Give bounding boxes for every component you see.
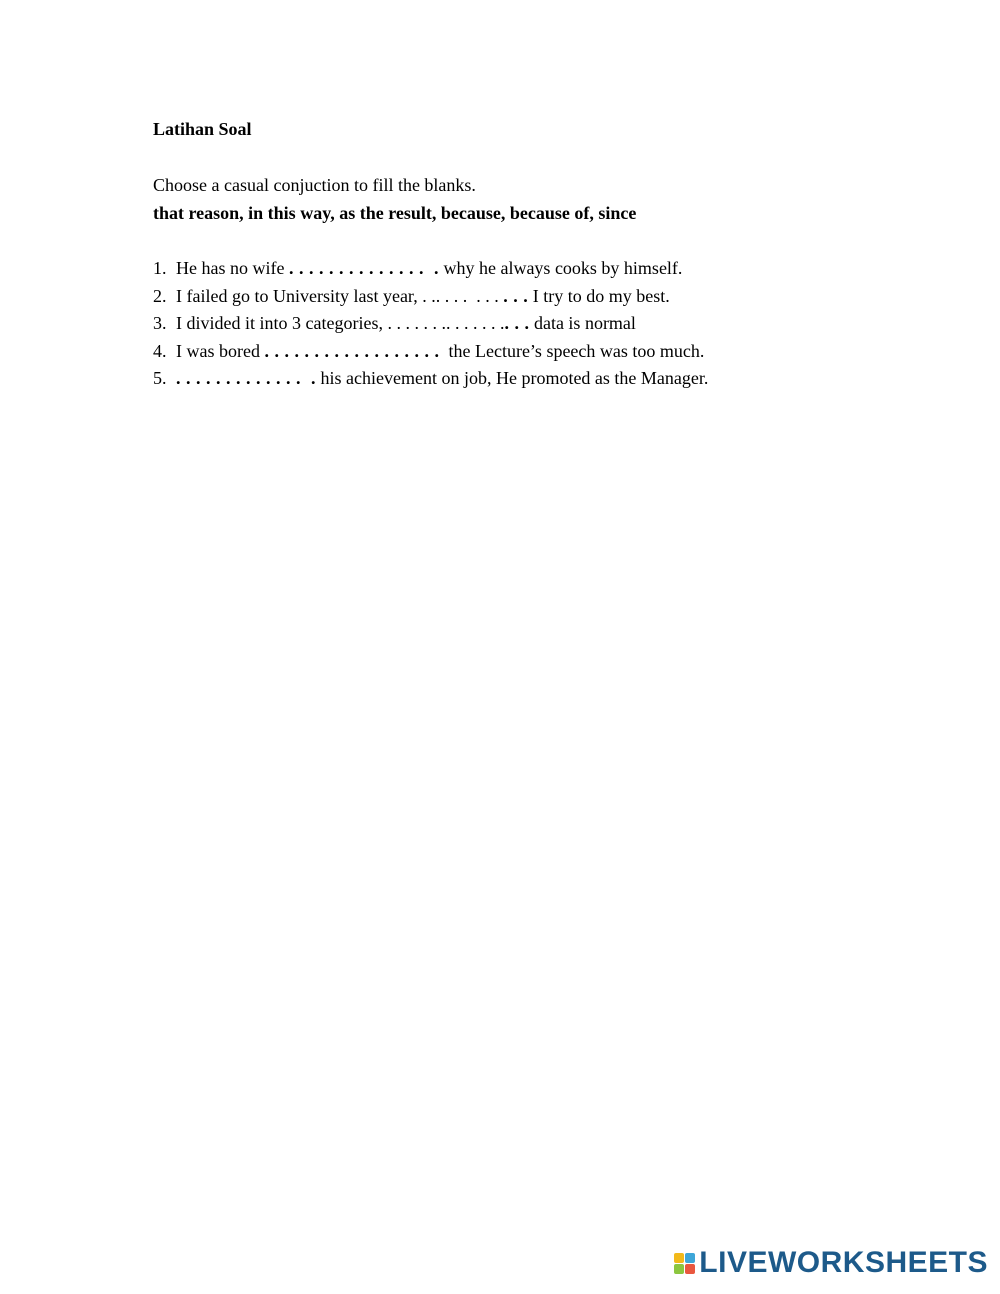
liveworksheets-logo-icon	[674, 1253, 695, 1274]
liveworksheets-logo	[674, 1246, 988, 1280]
question-item	[153, 255, 953, 283]
question-number: 1.	[153, 258, 167, 278]
question-list	[153, 255, 953, 393]
question-item	[153, 338, 953, 366]
question-number: 4.	[153, 340, 167, 361]
question-number: 3.	[153, 313, 167, 333]
logo-square	[685, 1264, 695, 1274]
question-item	[153, 310, 953, 338]
question-text-after: I try to do my best.	[528, 285, 670, 306]
answer-blank[interactable]: . . . . . . . . . . . . . . .	[288, 258, 439, 278]
question-number: 5.	[153, 368, 167, 388]
answer-blank[interactable]: . . .	[504, 313, 530, 333]
worksheet-title: Latihan Soal	[153, 119, 252, 139]
question-text-after: his achievement on job, He promoted as the Manager.	[316, 368, 709, 388]
answer-blank[interactable]: . . . . . . . . . . . . . . . . . .	[264, 340, 440, 361]
question-item	[153, 365, 953, 393]
question-text-after: the Lecture’s speech was too much.	[439, 340, 705, 361]
question-text-before: He has no wife	[176, 258, 289, 278]
word-bank: that reason, in this way, as the result, because, because of, since	[153, 203, 637, 223]
question-text-before: I was bored	[176, 340, 265, 361]
question-item	[153, 283, 953, 311]
logo-square	[674, 1253, 684, 1263]
instruction-text: Choose a casual conjuction to fill the blanks.	[153, 175, 476, 195]
question-text-after: why he always cooks by himself.	[438, 258, 683, 278]
logo-square	[674, 1264, 684, 1274]
answer-blank[interactable]: . . . . . . . . . . . . . .	[176, 368, 316, 388]
question-text-before: I divided it into 3 categories, . . . . . . .. . . . . . .	[176, 313, 505, 333]
logo-square	[685, 1253, 695, 1263]
logo-text: LIVEWORKSHEETS	[699, 1246, 988, 1279]
answer-blank[interactable]: . . .	[503, 285, 529, 306]
worksheet-content	[153, 117, 953, 393]
question-number: 2.	[153, 285, 167, 306]
question-text-after: data is normal	[529, 313, 636, 333]
question-text-before: I failed go to University last year, . .. . . . . . .	[176, 285, 504, 306]
